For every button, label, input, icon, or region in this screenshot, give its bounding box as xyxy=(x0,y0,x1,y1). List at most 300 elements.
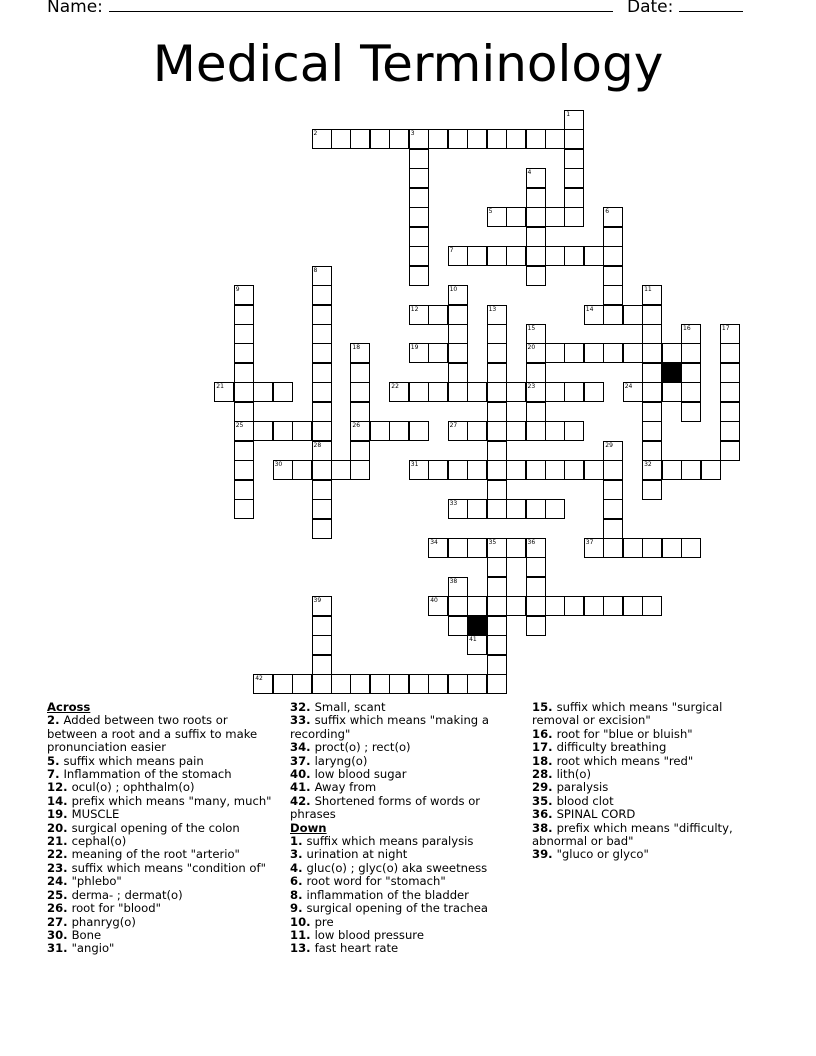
grid-cell[interactable] xyxy=(526,499,546,519)
grid-cell[interactable] xyxy=(526,363,546,383)
grid-cell[interactable] xyxy=(603,246,623,266)
clue-text: cephal(o) xyxy=(71,834,127,849)
grid-cell[interactable] xyxy=(331,129,351,149)
grid-cell[interactable] xyxy=(350,343,370,363)
grid-cell[interactable] xyxy=(253,421,273,441)
grid-cell[interactable] xyxy=(506,246,526,266)
grid-cell[interactable] xyxy=(312,499,332,519)
grid-cell[interactable] xyxy=(564,188,584,208)
grid-cell[interactable] xyxy=(234,285,254,305)
clue-number: 32 xyxy=(644,461,652,469)
grid-cell[interactable] xyxy=(603,519,623,539)
grid-cell[interactable] xyxy=(526,188,546,208)
grid-cell[interactable] xyxy=(487,363,507,383)
grid-cell[interactable] xyxy=(350,129,370,149)
grid-cell[interactable] xyxy=(487,655,507,675)
grid-cell[interactable] xyxy=(584,246,604,266)
grid-cell[interactable] xyxy=(409,305,429,325)
clue-number: 42 xyxy=(255,675,263,682)
grid-cell[interactable] xyxy=(526,168,546,188)
grid-cell[interactable] xyxy=(487,616,507,636)
grid-cell[interactable] xyxy=(467,460,487,480)
grid-cell[interactable] xyxy=(603,285,623,305)
clue-number-label: 35. xyxy=(532,793,557,808)
grid-cell[interactable] xyxy=(350,382,370,402)
grid-cell[interactable] xyxy=(409,149,429,169)
grid-cell[interactable] xyxy=(467,246,487,266)
grid-cell[interactable] xyxy=(506,460,526,480)
clue-number: 34 xyxy=(430,538,438,546)
grid-cell[interactable] xyxy=(428,596,448,616)
grid-cell[interactable] xyxy=(526,129,546,149)
grid-cell[interactable] xyxy=(234,324,254,344)
grid-cell[interactable] xyxy=(234,460,254,480)
grid-cell[interactable] xyxy=(448,596,468,616)
across-clue xyxy=(290,768,508,781)
grid-cell[interactable] xyxy=(234,480,254,500)
clue-number: 4 xyxy=(527,169,532,177)
clue-text: surgical opening of the trachea xyxy=(306,901,488,916)
clue-number-label: 27. xyxy=(47,914,72,929)
grid-cell[interactable] xyxy=(642,285,662,305)
grid-cell[interactable] xyxy=(681,324,701,344)
grid-cell[interactable] xyxy=(409,129,429,149)
grid-cell[interactable] xyxy=(526,577,546,597)
grid-cell[interactable] xyxy=(448,305,468,325)
grid-cell[interactable] xyxy=(642,382,662,402)
grid-cell[interactable] xyxy=(526,324,546,344)
down-clue xyxy=(290,889,508,902)
grid-cell[interactable] xyxy=(642,460,662,480)
grid-cell[interactable] xyxy=(350,460,370,480)
grid-cell[interactable] xyxy=(312,305,332,325)
grid-cell[interactable] xyxy=(526,266,546,286)
grid-cell[interactable] xyxy=(564,421,584,441)
grid-cell[interactable] xyxy=(584,343,604,363)
clue-number: 27 xyxy=(449,422,458,430)
grid-cell[interactable] xyxy=(448,460,468,480)
grid-cell[interactable] xyxy=(564,168,584,188)
grid-cell[interactable] xyxy=(487,460,507,480)
grid-cell[interactable] xyxy=(603,266,623,286)
clue-text: suffix which means "making a recording" xyxy=(290,713,489,741)
grid-cell[interactable] xyxy=(428,343,448,363)
grid-cell[interactable] xyxy=(526,227,546,247)
across-clue xyxy=(47,929,272,942)
grid-cell[interactable] xyxy=(603,499,623,519)
down-clue xyxy=(290,929,508,942)
grid-cell[interactable] xyxy=(292,674,312,694)
grid-cell[interactable] xyxy=(448,421,468,441)
clue-number-label: 23. xyxy=(47,860,72,875)
grid-cell[interactable] xyxy=(623,596,643,616)
grid-cell[interactable] xyxy=(312,285,332,305)
grid-cell[interactable] xyxy=(350,402,370,422)
grid-cell[interactable] xyxy=(564,343,584,363)
grid-cell[interactable] xyxy=(564,149,584,169)
grid-cell[interactable] xyxy=(409,168,429,188)
grid-cell[interactable] xyxy=(467,538,487,558)
grid-cell[interactable] xyxy=(603,596,623,616)
clue-text: paralysis xyxy=(556,780,609,795)
grid-cell[interactable] xyxy=(487,577,507,597)
grid-cell[interactable] xyxy=(564,596,584,616)
grid-cell[interactable] xyxy=(526,421,546,441)
grid-cell[interactable] xyxy=(584,460,604,480)
grid-cell[interactable] xyxy=(662,538,682,558)
grid-cell[interactable] xyxy=(409,674,429,694)
blocked-cell xyxy=(662,363,682,383)
grid-cell[interactable] xyxy=(409,188,429,208)
grid-cell[interactable] xyxy=(681,460,701,480)
grid-cell[interactable] xyxy=(701,460,721,480)
grid-cell[interactable] xyxy=(312,421,332,441)
grid-cell[interactable] xyxy=(545,343,565,363)
grid-cell[interactable] xyxy=(312,129,332,149)
clue-number: 1 xyxy=(566,111,571,118)
grid-cell[interactable] xyxy=(487,343,507,363)
grid-cell[interactable] xyxy=(350,363,370,383)
grid-cell[interactable] xyxy=(487,382,507,402)
grid-cell[interactable] xyxy=(409,343,429,363)
grid-cell[interactable] xyxy=(681,538,701,558)
grid-cell[interactable] xyxy=(526,207,546,227)
grid-cell[interactable] xyxy=(448,363,468,383)
grid-cell[interactable] xyxy=(720,324,740,344)
grid-cell[interactable] xyxy=(409,460,429,480)
grid-cell[interactable] xyxy=(545,129,565,149)
grid-cell[interactable] xyxy=(487,207,507,227)
grid-cell[interactable] xyxy=(506,421,526,441)
grid-cell[interactable] xyxy=(389,129,409,149)
grid-cell[interactable] xyxy=(370,129,390,149)
grid-cell[interactable] xyxy=(409,266,429,286)
grid-cell[interactable] xyxy=(448,285,468,305)
name-line[interactable] xyxy=(109,0,613,12)
clue-number-label: 10. xyxy=(290,914,315,929)
grid-cell[interactable] xyxy=(312,616,332,636)
grid-cell[interactable] xyxy=(487,674,507,694)
name-field xyxy=(47,0,613,17)
grid-cell[interactable] xyxy=(370,421,390,441)
clue-number: 24 xyxy=(624,383,633,391)
grid-cell[interactable] xyxy=(584,596,604,616)
grid-cell[interactable] xyxy=(312,674,332,694)
grid-cell[interactable] xyxy=(526,616,546,636)
grid-cell[interactable] xyxy=(467,674,487,694)
grid-cell[interactable] xyxy=(545,382,565,402)
grid-cell[interactable] xyxy=(214,382,234,402)
grid-cell[interactable] xyxy=(389,674,409,694)
grid-cell[interactable] xyxy=(331,460,351,480)
grid-cell[interactable] xyxy=(448,499,468,519)
clue-text: phanryg(o) xyxy=(71,914,136,929)
clue-number-label: 17. xyxy=(532,740,557,755)
grid-cell[interactable] xyxy=(448,382,468,402)
grid-cell[interactable] xyxy=(487,421,507,441)
grid-cell[interactable] xyxy=(487,129,507,149)
grid-cell[interactable] xyxy=(642,305,662,325)
grid-cell[interactable] xyxy=(350,421,370,441)
clue-number-label: 42. xyxy=(290,793,315,808)
grid-cell[interactable] xyxy=(545,460,565,480)
grid-cell[interactable] xyxy=(584,305,604,325)
grid-cell[interactable] xyxy=(350,441,370,461)
grid-cell[interactable] xyxy=(448,538,468,558)
clue-number: 35 xyxy=(488,538,497,546)
grid-cell[interactable] xyxy=(487,596,507,616)
grid-cell[interactable] xyxy=(603,343,623,363)
clue-number: 19 xyxy=(410,344,419,352)
grid-cell[interactable] xyxy=(623,382,643,402)
grid-cell[interactable] xyxy=(642,538,662,558)
grid-cell[interactable] xyxy=(526,557,546,577)
grid-cell[interactable] xyxy=(603,441,623,461)
grid-cell[interactable] xyxy=(506,382,526,402)
clue-text: root word for "stomach" xyxy=(306,874,446,889)
grid-cell[interactable] xyxy=(389,382,409,402)
grid-cell[interactable] xyxy=(681,382,701,402)
grid-cell[interactable] xyxy=(292,421,312,441)
grid-cell[interactable] xyxy=(409,207,429,227)
clue-number-label: 6. xyxy=(290,874,307,889)
grid-cell[interactable] xyxy=(642,421,662,441)
grid-cell[interactable] xyxy=(487,538,507,558)
grid-cell[interactable] xyxy=(642,324,662,344)
grid-cell[interactable] xyxy=(506,499,526,519)
grid-cell[interactable] xyxy=(253,382,273,402)
grid-cell[interactable] xyxy=(681,363,701,383)
down-clue xyxy=(532,795,747,808)
grid-cell[interactable] xyxy=(564,246,584,266)
clue-text: Small, scant xyxy=(314,700,386,714)
grid-cell[interactable] xyxy=(234,343,254,363)
grid-cell[interactable] xyxy=(234,363,254,383)
grid-cell[interactable] xyxy=(545,499,565,519)
clue-number-label: 11. xyxy=(290,927,315,942)
grid-cell[interactable] xyxy=(409,382,429,402)
grid-cell[interactable] xyxy=(720,421,740,441)
grid-cell[interactable] xyxy=(448,616,468,636)
date-line[interactable] xyxy=(679,0,743,12)
grid-cell[interactable] xyxy=(623,305,643,325)
clue-text: lith(o) xyxy=(556,767,592,782)
grid-cell[interactable] xyxy=(564,460,584,480)
grid-cell[interactable] xyxy=(642,343,662,363)
grid-cell[interactable] xyxy=(428,674,448,694)
grid-cell[interactable] xyxy=(603,227,623,247)
down-clues-part-2 xyxy=(532,701,747,862)
grid-cell[interactable] xyxy=(273,382,293,402)
grid-cell[interactable] xyxy=(428,460,448,480)
grid-cell[interactable] xyxy=(467,499,487,519)
grid-cell[interactable] xyxy=(312,635,332,655)
grid-cell[interactable] xyxy=(409,227,429,247)
grid-cell[interactable] xyxy=(487,324,507,344)
grid-cell[interactable] xyxy=(584,382,604,402)
grid-cell[interactable] xyxy=(642,596,662,616)
grid-cell[interactable] xyxy=(234,305,254,325)
grid-cell[interactable] xyxy=(273,674,293,694)
grid-cell[interactable] xyxy=(720,382,740,402)
grid-cell[interactable] xyxy=(448,577,468,597)
grid-cell[interactable] xyxy=(487,305,507,325)
grid-cell[interactable] xyxy=(234,499,254,519)
down-clue xyxy=(290,942,508,955)
grid-cell[interactable] xyxy=(545,421,565,441)
clue-text: root for "blue or bluish" xyxy=(556,726,693,741)
grid-cell[interactable] xyxy=(487,499,507,519)
grid-cell[interactable] xyxy=(312,343,332,363)
grid-cell[interactable] xyxy=(312,519,332,539)
grid-cell[interactable] xyxy=(467,382,487,402)
grid-cell[interactable] xyxy=(526,402,546,422)
grid-cell[interactable] xyxy=(642,480,662,500)
grid-cell[interactable] xyxy=(720,363,740,383)
grid-cell[interactable] xyxy=(312,480,332,500)
grid-cell[interactable] xyxy=(487,402,507,422)
grid-cell[interactable] xyxy=(564,207,584,227)
grid-cell[interactable] xyxy=(526,343,546,363)
grid-cell[interactable] xyxy=(234,402,254,422)
clues-column-3 xyxy=(532,701,747,862)
grid-cell[interactable] xyxy=(312,441,332,461)
grid-cell[interactable] xyxy=(720,402,740,422)
grid-cell[interactable] xyxy=(526,246,546,266)
clue-text: inflammation of the bladder xyxy=(306,887,469,902)
grid-cell[interactable] xyxy=(428,305,448,325)
grid-cell[interactable] xyxy=(273,421,293,441)
grid-cell[interactable] xyxy=(487,635,507,655)
grid-cell[interactable] xyxy=(545,246,565,266)
grid-cell[interactable] xyxy=(312,266,332,286)
grid-cell[interactable] xyxy=(428,129,448,149)
grid-cell[interactable] xyxy=(467,635,487,655)
grid-cell[interactable] xyxy=(506,538,526,558)
down-clue xyxy=(532,808,747,821)
grid-cell[interactable] xyxy=(526,382,546,402)
grid-cell[interactable] xyxy=(312,324,332,344)
grid-cell[interactable] xyxy=(448,246,468,266)
grid-cell[interactable] xyxy=(253,674,273,694)
grid-cell[interactable] xyxy=(487,557,507,577)
clue-text: root for "blood" xyxy=(71,901,161,916)
across-heading: Across xyxy=(47,700,91,714)
grid-cell[interactable] xyxy=(506,596,526,616)
clue-number-label: 39. xyxy=(532,847,557,862)
grid-cell[interactable] xyxy=(312,402,332,422)
across-clue xyxy=(290,741,508,754)
grid-cell[interactable] xyxy=(312,363,332,383)
clue-text: low blood pressure xyxy=(314,927,424,942)
grid-cell[interactable] xyxy=(564,382,584,402)
grid-cell[interactable] xyxy=(545,207,565,227)
grid-cell[interactable] xyxy=(545,596,565,616)
grid-cell[interactable] xyxy=(564,110,584,130)
grid-cell[interactable] xyxy=(603,305,623,325)
grid-cell[interactable] xyxy=(448,129,468,149)
grid-cell[interactable] xyxy=(409,246,429,266)
grid-cell[interactable] xyxy=(467,421,487,441)
grid-cell[interactable] xyxy=(623,343,643,363)
grid-cell[interactable] xyxy=(642,363,662,383)
grid-cell[interactable] xyxy=(603,460,623,480)
grid-cell[interactable] xyxy=(389,421,409,441)
date-label: Date: xyxy=(627,0,674,17)
clue-number-label: 2. xyxy=(47,713,64,728)
grid-cell[interactable] xyxy=(623,538,643,558)
grid-cell[interactable] xyxy=(487,441,507,461)
clue-number-label: 16. xyxy=(532,726,557,741)
clue-number-label: 40. xyxy=(290,767,315,782)
grid-cell[interactable] xyxy=(467,596,487,616)
grid-cell[interactable] xyxy=(662,460,682,480)
grid-cell[interactable] xyxy=(312,655,332,675)
grid-cell[interactable] xyxy=(234,421,254,441)
grid-cell[interactable] xyxy=(662,382,682,402)
grid-cell[interactable] xyxy=(526,538,546,558)
grid-cell[interactable] xyxy=(526,460,546,480)
grid-cell[interactable] xyxy=(331,674,351,694)
grid-cell[interactable] xyxy=(681,343,701,363)
grid-cell[interactable] xyxy=(350,674,370,694)
clue-number-label: 13. xyxy=(290,941,315,956)
grid-cell[interactable] xyxy=(681,402,701,422)
grid-cell[interactable] xyxy=(312,596,332,616)
grid-cell[interactable] xyxy=(584,538,604,558)
grid-cell[interactable] xyxy=(448,324,468,344)
grid-cell[interactable] xyxy=(448,674,468,694)
grid-cell[interactable] xyxy=(487,480,507,500)
grid-cell[interactable] xyxy=(603,538,623,558)
grid-cell[interactable] xyxy=(506,129,526,149)
down-clue xyxy=(290,835,508,848)
grid-cell[interactable] xyxy=(526,596,546,616)
grid-cell[interactable] xyxy=(506,207,526,227)
across-clue xyxy=(47,875,272,888)
grid-cell[interactable] xyxy=(428,538,448,558)
grid-cell[interactable] xyxy=(642,402,662,422)
grid-cell[interactable] xyxy=(312,460,332,480)
across-clue xyxy=(47,808,272,821)
grid-cell[interactable] xyxy=(642,441,662,461)
clue-text: "phlebo" xyxy=(71,874,122,889)
clue-text: suffix which means "condition of" xyxy=(71,860,266,875)
grid-cell[interactable] xyxy=(428,382,448,402)
grid-cell[interactable] xyxy=(312,382,332,402)
grid-cell[interactable] xyxy=(720,441,740,461)
clue-number: 2 xyxy=(313,130,318,138)
grid-cell[interactable] xyxy=(234,441,254,461)
grid-cell[interactable] xyxy=(409,421,429,441)
grid-cell[interactable] xyxy=(603,207,623,227)
grid-cell[interactable] xyxy=(234,382,254,402)
grid-cell[interactable] xyxy=(564,129,584,149)
grid-cell[interactable] xyxy=(370,674,390,694)
clue-number-label: 18. xyxy=(532,753,557,768)
grid-cell[interactable] xyxy=(448,343,468,363)
across-clue xyxy=(290,755,508,768)
grid-cell[interactable] xyxy=(292,460,312,480)
grid-cell[interactable] xyxy=(603,480,623,500)
grid-cell[interactable] xyxy=(487,246,507,266)
grid-cell[interactable] xyxy=(273,460,293,480)
grid-cell[interactable] xyxy=(467,129,487,149)
grid-cell[interactable] xyxy=(720,343,740,363)
clue-number: 22 xyxy=(391,383,399,391)
grid-cell[interactable] xyxy=(662,343,682,363)
across-clues-part-1 xyxy=(47,714,272,955)
